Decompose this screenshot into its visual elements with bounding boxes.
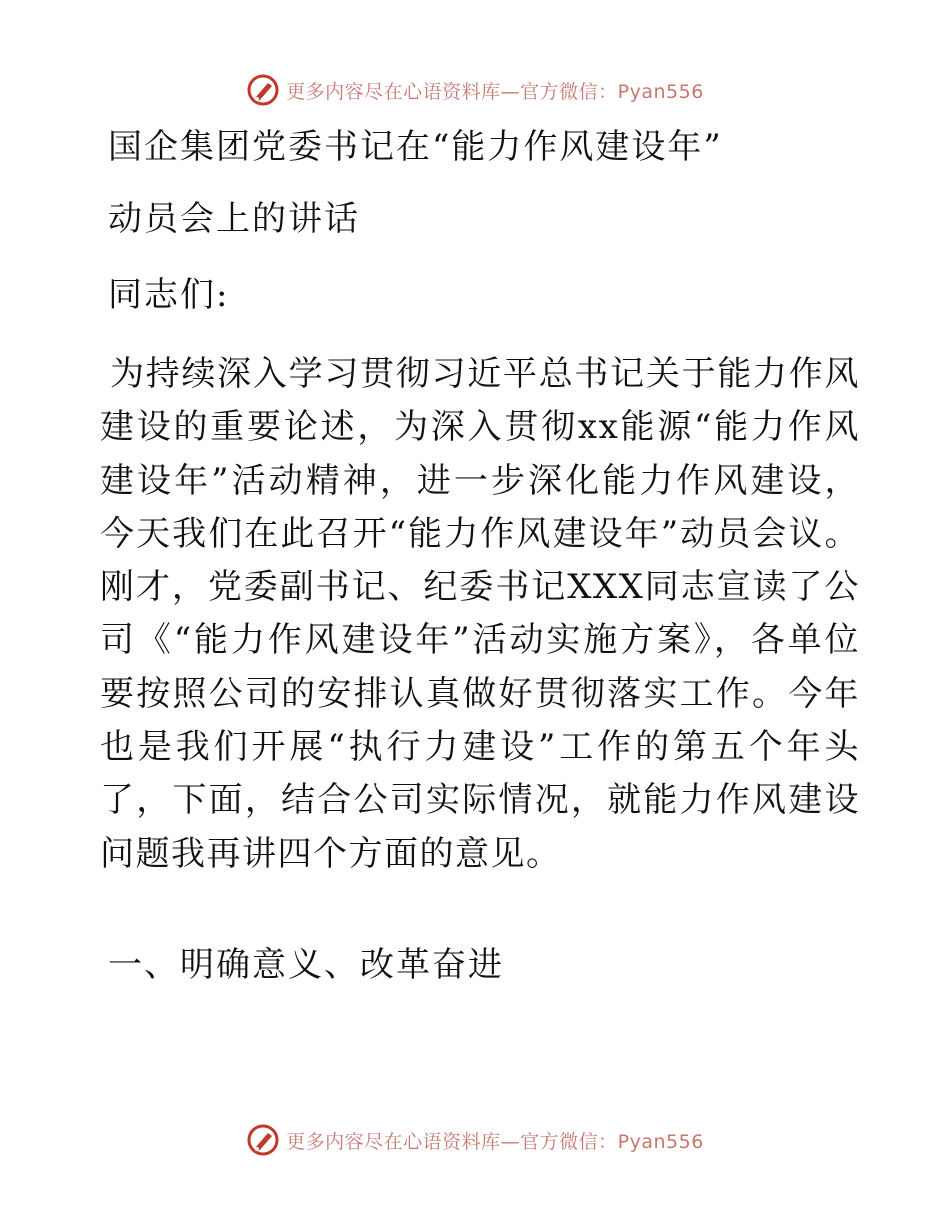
pen-logo-icon bbox=[246, 73, 280, 107]
salutation: 同志们: bbox=[108, 275, 230, 315]
document-title-line-1: 国企集团党委书记在“能力作风建设年” bbox=[108, 127, 723, 167]
footer-watermark-text: 更多内容尽在心语资料库—官方微信：Pyan556 bbox=[286, 1130, 704, 1153]
document-title-line-2: 动员会上的讲话 bbox=[108, 199, 360, 239]
footer-watermark bbox=[0, 1120, 950, 1160]
header-watermark bbox=[0, 70, 950, 110]
body-paragraph: 为持续深入学习贯彻习近平总书记关于能力作风建设的重要论述，为深入贯彻xx能源“能力作风建设年”活动精神，进一步深化能力作风建设，今天我们在此召开“能力作风建设年”动员会议。刚才，党委副书记、纪委书记XXX同志宣读了公司《“能力作风建设年”活动实施方案》，各单位要按照公司的安排认真做好贯彻落实工作。今年也是我们开展“执行力建设”工作的第五个年头了，下面，结合公司实际情况，就能力作风建设问题我再讲四个方面的意见。 bbox=[100, 354, 860, 874]
header-watermark-text: 更多内容尽在心语资料库—官方微信：Pyan556 bbox=[286, 80, 704, 103]
section-heading-1: 一、明确意义、改革奋进 bbox=[108, 945, 504, 985]
pen-logo-icon bbox=[246, 1123, 280, 1157]
